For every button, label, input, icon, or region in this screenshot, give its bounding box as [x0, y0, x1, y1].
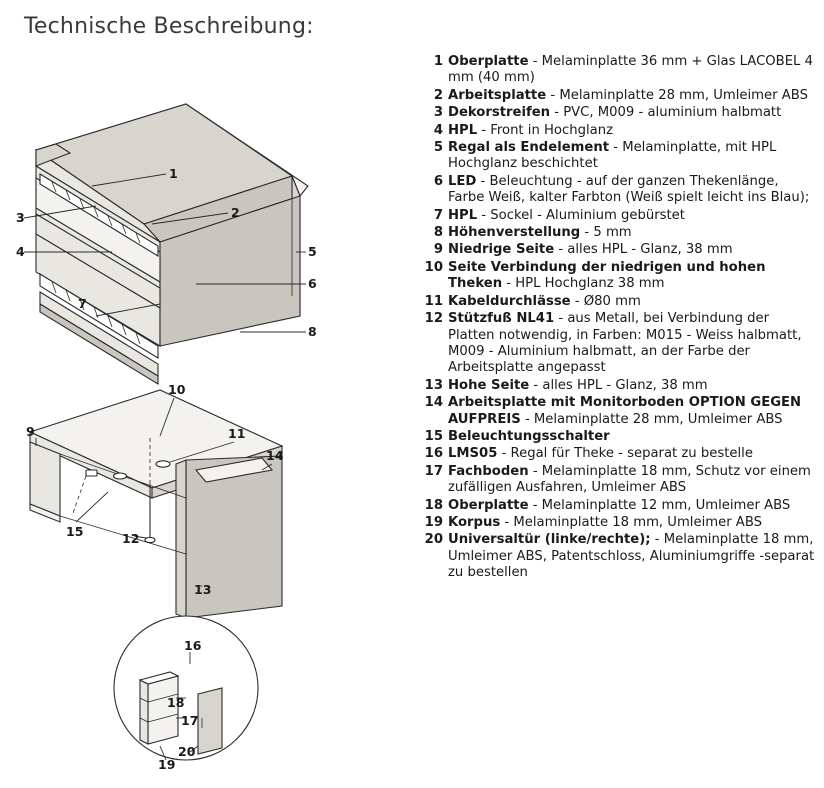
- legend-item-19: [424, 515, 816, 531]
- callout-20: 20: [178, 744, 196, 759]
- legend-term: Regal als Endelement: [448, 140, 610, 156]
- legend-item-10: [424, 260, 816, 293]
- legend-term: Stützfuß NL41: [448, 311, 555, 327]
- legend-text: [448, 294, 816, 310]
- callout-11: 11: [228, 426, 246, 441]
- legend-number: 6: [433, 173, 443, 189]
- legend-desc: - Ø80 mm: [570, 293, 641, 309]
- legend-item-6: [424, 174, 816, 207]
- legend-term: Kabeldurchlässe: [448, 293, 571, 309]
- legend-text: [448, 532, 816, 581]
- legend-text: [448, 242, 816, 258]
- legend-item-15: [424, 429, 816, 445]
- legend-text: [448, 225, 816, 241]
- legend-term: Arbeitsplatte mit Monitorboden OPTION GEGEN AUFPREIS: [448, 395, 802, 427]
- legend-text: [448, 378, 816, 394]
- legend-item-2: [424, 88, 816, 104]
- legend-term: Universaltür (linke/rechte);: [448, 532, 651, 548]
- legend-number: 1: [433, 54, 443, 69]
- legend-desc: - alles HPL - Glanz, 38 mm: [554, 242, 733, 258]
- legend-number: 16: [424, 446, 443, 462]
- callout-4: 4: [16, 244, 25, 259]
- legend-text: [448, 88, 816, 104]
- legend-desc: - Melaminplatte 12 mm, Umleimer ABS: [528, 497, 791, 513]
- legend-desc: - Melaminplatte 28 mm, Umleimer ABS: [520, 411, 783, 427]
- legend-term: Beleuchtungsschalter: [448, 428, 610, 444]
- legend-term: Oberplatte: [448, 497, 529, 513]
- legend-number: 14: [424, 395, 443, 411]
- legend-number: 12: [424, 311, 443, 327]
- callout-16: 16: [184, 638, 202, 653]
- legend-item-17: [424, 464, 816, 497]
- legend-item-3: [424, 105, 816, 121]
- callout-8: 8: [308, 324, 317, 339]
- legend-term: Arbeitsplatte: [448, 87, 547, 103]
- legend-item-20: [424, 532, 816, 581]
- legend-list: [424, 54, 816, 583]
- legend-term: Hohe Seite: [448, 377, 530, 393]
- callout-14: 14: [266, 448, 284, 463]
- legend-number: 18: [424, 497, 443, 513]
- legend-desc: - aus Metall, bei Verbindung der Platten notwendig, in Farben: M015 - Weiss halbmatt, M009 - Aluminium halbmatt, an der Farbe der Arbeitsplatte angepasst: [448, 311, 802, 376]
- callout-1: 1: [169, 166, 178, 181]
- legend-desc: - 5 mm: [580, 225, 632, 241]
- callout-10: 10: [168, 382, 186, 397]
- callout-5: 5: [308, 244, 317, 259]
- legend-term: Dekorstreifen: [448, 105, 551, 121]
- callout-17: 17: [181, 713, 199, 728]
- legend-number: 20: [424, 532, 443, 548]
- legend-text: [448, 140, 816, 173]
- detail-circle-shelf: [114, 616, 258, 772]
- legend-text: [448, 174, 816, 207]
- legend-desc: - Melaminplatte 18 mm, Schutz vor einem zufälligen Ausfahren, Umleimer ABS: [448, 463, 811, 496]
- legend-desc: - Front in Hochglanz: [477, 122, 614, 138]
- legend-item-9: [424, 242, 816, 258]
- legend-number: 3: [433, 105, 443, 121]
- legend-desc: - Melaminplatte 28 mm, Umleimer ABS: [546, 87, 808, 103]
- legend-desc: - PVC, M009 - aluminium halbmatt: [550, 105, 782, 121]
- legend-desc: - Beleuchtung - auf der ganzen Thekenlänge, Farbe Weiß, kalter Farbton (Weiß spielt leicht ins Blau);: [448, 173, 810, 206]
- legend-text: [448, 123, 816, 139]
- legend-item-7: [424, 208, 816, 224]
- callout-15: 15: [66, 524, 84, 539]
- legend-text: [448, 311, 816, 377]
- counter-iso-back: [26, 382, 284, 618]
- callout-2: 2: [231, 205, 240, 220]
- legend-desc: - Melaminplatte, mit HPL Hochglanz beschichtet: [448, 140, 777, 172]
- legend-text: [448, 446, 816, 462]
- legend-text: [448, 395, 816, 428]
- legend-text: [448, 498, 816, 514]
- legend-text: [448, 54, 816, 87]
- legend-desc: - Melaminplatte 18 mm, Umleimer ABS: [500, 514, 763, 530]
- legend-text: [448, 208, 816, 224]
- legend-number: 11: [424, 293, 443, 309]
- callout-6: 6: [308, 276, 317, 291]
- legend-desc: - Regal für Theke - separat zu bestelle: [497, 446, 753, 462]
- legend-text: [448, 429, 816, 445]
- legend-number: 13: [424, 377, 443, 393]
- legend-desc: - Sockel - Aluminium gebürstet: [477, 207, 685, 223]
- callout-3: 3: [16, 210, 25, 225]
- legend-item-4: [424, 123, 816, 139]
- legend-item-11: [424, 294, 816, 310]
- callout-7: 7: [78, 296, 87, 311]
- legend-text: [448, 260, 816, 293]
- legend-desc: - HPL Hochglanz 38 mm: [502, 276, 665, 292]
- legend-item-8: [424, 225, 816, 241]
- legend-desc: - alles HPL - Glanz, 38 mm: [529, 377, 708, 393]
- legend-item-1: [424, 54, 816, 87]
- legend-text: [448, 105, 816, 121]
- legend-number: 5: [433, 140, 443, 156]
- legend-number: 17: [424, 463, 443, 479]
- legend-number: 9: [433, 242, 443, 258]
- legend-number: 2: [433, 87, 443, 103]
- callout-18: 18: [167, 695, 185, 710]
- callout-12: 12: [122, 531, 140, 546]
- counter-iso-top: [16, 104, 317, 384]
- callout-19: 19: [158, 757, 176, 772]
- legend-term: LMS05: [448, 446, 498, 462]
- legend-term: LED: [448, 173, 477, 189]
- legend-desc: - Melaminplatte 18 mm, Umleimer ABS, Patentschloss, Aluminiumgriffe -separat zu bestellen: [448, 532, 815, 581]
- legend-term: HPL: [448, 207, 478, 223]
- legend-number: 19: [424, 514, 443, 530]
- legend-item-13: [424, 378, 816, 394]
- legend-term: Niedrige Seite: [448, 242, 555, 258]
- callout-9: 9: [26, 424, 35, 439]
- legend-term: Oberplatte: [448, 54, 529, 69]
- legend-number: 10: [424, 259, 443, 275]
- legend-term: Höhenverstellung: [448, 225, 581, 241]
- legend-number: 8: [433, 225, 443, 241]
- legend-text: [448, 515, 816, 531]
- callout-13: 13: [194, 582, 212, 597]
- legend-term: Fachboden: [448, 463, 529, 479]
- legend-item-18: [424, 498, 816, 514]
- legend-number: 7: [433, 207, 443, 223]
- drawing-column: [0, 46, 418, 788]
- legend-term: HPL: [448, 122, 478, 138]
- legend-desc: - Melaminplatte 36 mm + Glas LACOBEL 4 mm (40 mm): [448, 54, 813, 86]
- legend-number: 15: [424, 428, 443, 444]
- legend-item-5: [424, 140, 816, 173]
- legend-text: [448, 464, 816, 497]
- legend-number: 4: [433, 122, 443, 138]
- legend-item-16: [424, 446, 816, 462]
- page-title: Technische Beschreibung:: [24, 14, 314, 39]
- legend-item-12: [424, 311, 816, 377]
- legend-term: Seite Verbindung der niedrigen und hohen Theken: [448, 259, 766, 292]
- technical-drawings: [0, 46, 418, 788]
- legend-term: Korpus: [448, 514, 501, 530]
- legend-item-14: [424, 395, 816, 428]
